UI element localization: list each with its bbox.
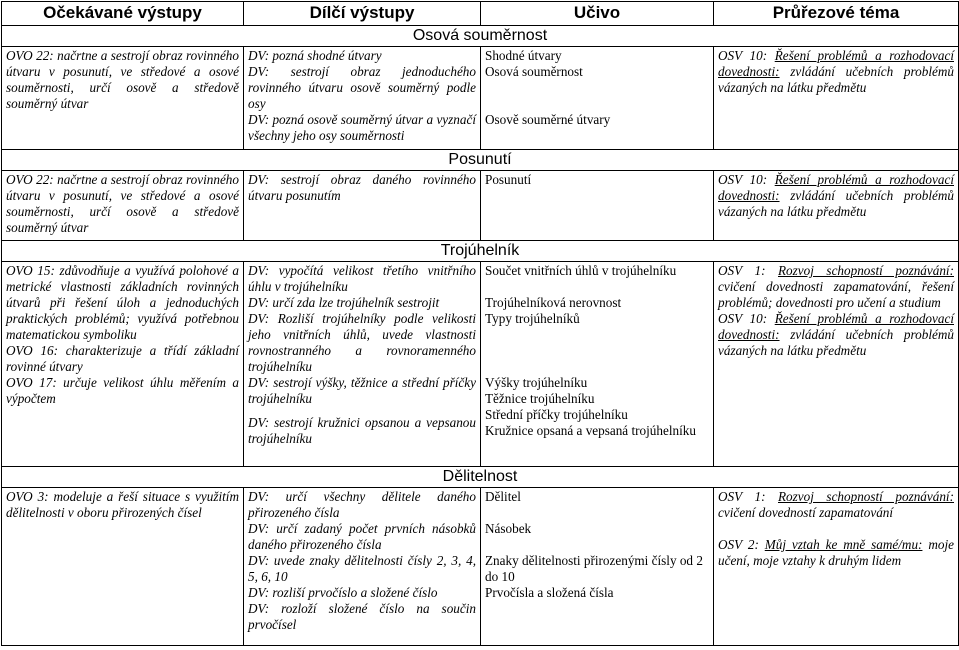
curriculum-cell xyxy=(481,488,714,646)
expected-output-cell xyxy=(2,262,244,467)
header-cross-topic: Průřezové téma xyxy=(714,2,959,26)
curriculum-item: Součet vnitřních úhlů v trojúhelníku xyxy=(485,263,677,278)
expected-output-cell xyxy=(2,488,244,646)
cross-topic-entry xyxy=(718,537,954,569)
curriculum-item: Znaky dělitelnosti přirozenými čísly od 2 do 10 xyxy=(485,553,703,584)
partial-output-item: DV: rozliší prvočíslo a složené číslo xyxy=(248,585,438,600)
expected-output-text: OVO 3: modeluje a řeší situace s využitím dělitelnosti v oboru přirozených čísel xyxy=(6,489,239,520)
cross-topic-link: Řešení problémů a rozhodovací dovednosti: xyxy=(718,48,954,79)
partial-output-cell xyxy=(244,488,481,646)
expected-output-cell xyxy=(2,171,244,241)
section-title: Dělitelnost xyxy=(2,467,959,488)
partial-output-item: DV: rozloží složené číslo na součin prvočísel xyxy=(248,601,476,632)
curriculum-item: Prvočísla a složená čísla xyxy=(485,585,614,600)
expected-output-item: OVO 15: zdůvodňuje a využívá polohové a metrické vlastnosti základních rovinných útvarů při řešení úloh a jednoduchých praktických problémů; využívá potřebnou matematickou symboliku xyxy=(6,263,239,342)
curriculum-item: Násobek xyxy=(485,521,532,536)
table-row xyxy=(2,47,959,150)
section-title-row xyxy=(2,150,959,171)
partial-output-item: DV: určí zadaný počet prvních násobků daného přirozeného čísla xyxy=(248,521,476,552)
cross-topic-entry xyxy=(718,489,954,521)
partial-output-item: DV: uvede znaky dělitelnosti čísly 2, 3, 4, 5, 6, 10 xyxy=(248,553,476,584)
cross-topic-cell xyxy=(714,262,959,467)
header-expected-outputs: Očekávané výstupy xyxy=(2,2,244,26)
partial-output-item: DV: sestrojí kružnici opsanou a vepsanou trojúhelníku xyxy=(248,415,476,446)
cross-topic-cell xyxy=(714,488,959,646)
partial-output-item: DV: pozná shodné útvary xyxy=(248,48,382,63)
cross-topic-code: OSV 10: xyxy=(718,172,775,187)
curriculum-item: Střední příčky trojúhelníku xyxy=(485,407,628,422)
cross-topic-code: OSV 1: xyxy=(718,489,778,504)
table-row xyxy=(2,488,959,646)
cross-topic-code: OSV 10: xyxy=(718,48,775,63)
cross-topic-text: cvičení dovedností zapamatování xyxy=(718,505,894,520)
header-partial-outputs: Dílčí výstupy xyxy=(244,2,481,26)
curriculum-cell xyxy=(481,171,714,241)
curriculum-item: Posunutí xyxy=(485,172,532,187)
table-row xyxy=(2,262,959,467)
curriculum-item: Typy trojúhelníků xyxy=(485,311,580,326)
expected-output-text: OVO 22: načrtne a sestrojí obraz rovinného útvaru v posunutí, ve středové a osové souměrnosti, určí osově a středově souměrný útvar xyxy=(6,172,239,235)
section-title: Trojúhelník xyxy=(2,241,959,262)
partial-output-cell xyxy=(244,171,481,241)
expected-output-item: OVO 17: určuje velikost úhlu měřením a výpočtem xyxy=(6,375,239,406)
cross-topic-link: Rozvoj schopností poznávání: xyxy=(778,263,954,278)
curriculum-cell xyxy=(481,47,714,150)
header-row xyxy=(2,2,959,26)
partial-output-item: DV: sestrojí obraz daného rovinného útvaru posunutím xyxy=(248,172,476,203)
section-title-row xyxy=(2,467,959,488)
cross-topic-cell xyxy=(714,47,959,150)
cross-topic-link: Řešení problémů a rozhodovací dovednosti: xyxy=(718,172,954,203)
section-title: Osová souměrnost xyxy=(2,26,959,47)
cross-topic-text: moje učení, moje vztahy k druhým lidem xyxy=(718,537,954,568)
cross-topic-link: Řešení problémů a rozhodovací dovednosti: xyxy=(718,311,954,342)
expected-output-cell xyxy=(2,47,244,150)
cross-topic-code: OSV 10: xyxy=(718,311,775,326)
curriculum-item: Osově souměrné útvary xyxy=(485,112,611,127)
cross-topic-link: Můj vztah ke mně samé/mu: xyxy=(764,537,923,552)
cross-topic-text: cvičení dovednosti zapamatování, řešení problémů; dovednosti pro učení a studium xyxy=(718,279,954,310)
partial-output-cell xyxy=(244,47,481,150)
cross-topic-entry xyxy=(718,263,954,311)
curriculum-item: Výšky trojúhelníku xyxy=(485,375,588,390)
curriculum-table xyxy=(1,1,959,646)
cross-topic-text: zvládání učebních problémů vázaných na látku předmětu xyxy=(718,188,954,219)
section-title-row xyxy=(2,241,959,262)
curriculum-item: Kružnice opsaná a vepsaná trojúhelníku xyxy=(485,423,696,438)
curriculum-item: Shodné útvary xyxy=(485,48,562,63)
header-curriculum: Učivo xyxy=(481,2,714,26)
table-row xyxy=(2,171,959,241)
cross-topic-link: Rozvoj schopností poznávání: xyxy=(778,489,954,504)
section-title: Posunutí xyxy=(2,150,959,171)
expected-output-text: OVO 22: načrtne a sestrojí obraz rovinného útvaru v posunutí, ve středové a osové souměrnosti, určí osově a středově souměrný útvar xyxy=(6,48,239,111)
curriculum-item: Těžnice trojúhelníku xyxy=(485,391,595,406)
partial-output-cell xyxy=(244,262,481,467)
partial-output-item: DV: určí zda lze trojúhelník sestrojit xyxy=(248,295,440,310)
cross-topic-code: OSV 2: xyxy=(718,537,765,552)
cross-topic-cell xyxy=(714,171,959,241)
partial-output-item: DV: sestrojí výšky, těžnice a střední příčky trojúhelníku xyxy=(248,375,476,406)
partial-output-item: DV: pozná osově souměrný útvar a vyznačí všechny jeho osy souměrnosti xyxy=(248,112,476,143)
partial-output-item: DV: Rozliší trojúhelníky podle velikosti jeho vnitřních úhlů, uvede vlastnosti rovnostranného a rovnoramenného trojúhelníku xyxy=(248,311,476,374)
curriculum-cell xyxy=(481,262,714,467)
section-title-row xyxy=(2,26,959,47)
cross-topic-text: zvládání učebních problémů vázaných na látku předmětu xyxy=(718,64,954,95)
expected-output-item: OVO 16: charakterizuje a třídí základní rovinné útvary xyxy=(6,343,239,374)
partial-output-item: DV: sestrojí obraz jednoduchého rovinného útvaru osově souměrný podle osy xyxy=(248,64,476,111)
curriculum-item: Trojúhelníková nerovnost xyxy=(485,295,622,310)
cross-topic-entry xyxy=(718,311,954,359)
cross-topic-code: OSV 1: xyxy=(718,263,778,278)
partial-output-item: DV: určí všechny dělitele daného přirozeného čísla xyxy=(248,489,476,520)
cross-topic-text: zvládání učebních problémů vázaných na látku předmětu xyxy=(718,327,954,358)
partial-output-item: DV: vypočítá velikost třetího vnitřního úhlu v trojúhelníku xyxy=(248,263,476,294)
curriculum-item: Osová souměrnost xyxy=(485,64,583,79)
curriculum-item: Dělitel xyxy=(485,489,521,504)
